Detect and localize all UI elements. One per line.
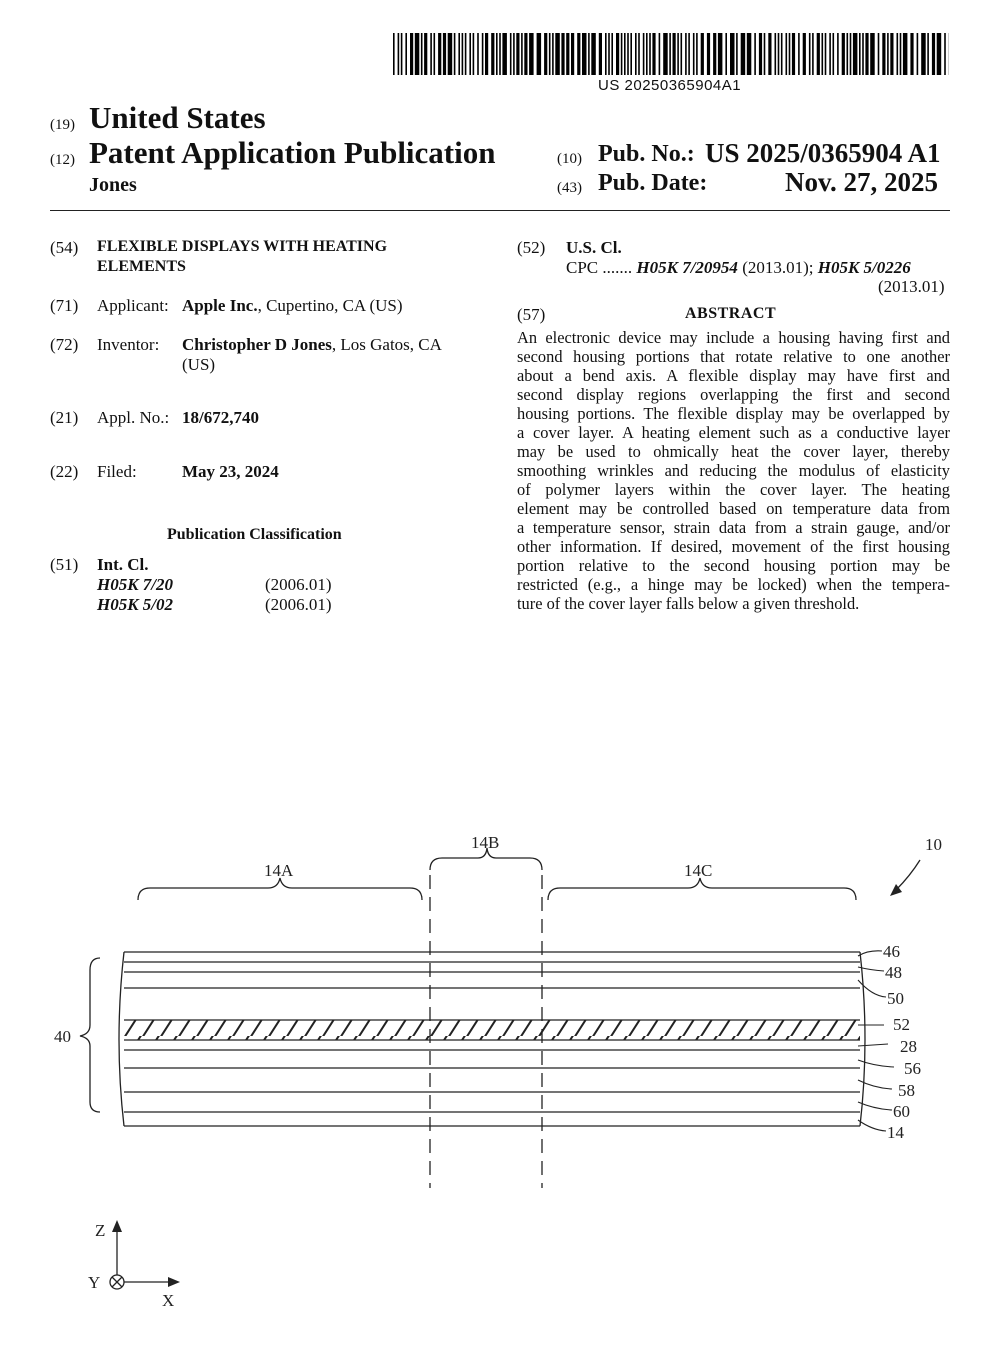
barcode-bar <box>677 33 679 75</box>
abstract-line: second housing portions that rotate relative to one another <box>517 347 950 366</box>
title-line-2: ELEMENTS <box>97 258 186 275</box>
barcode-bar <box>537 33 542 75</box>
barcode-bar <box>842 33 845 75</box>
inventor-label: Inventor: <box>97 335 160 354</box>
inventor-location: , Los Gatos, CA <box>331 335 442 354</box>
barcode-bar <box>621 33 623 75</box>
abstract-heading: ABSTRACT <box>685 305 777 322</box>
barcode-bar <box>496 33 498 75</box>
stack-left-edge <box>119 952 124 1126</box>
abstract-line: of polymer layers within the cover layer. The heating <box>517 480 950 499</box>
barcode-bar <box>775 33 777 75</box>
intcl-label: Int. Cl. <box>97 555 149 574</box>
barcode-bar <box>465 33 467 75</box>
barcode-bar <box>582 33 587 75</box>
barcode-bar <box>944 33 946 75</box>
abstract-code: (57) <box>517 305 546 324</box>
cpc-year-2: (2013.01) <box>878 277 945 296</box>
barcode-bar <box>932 33 935 75</box>
barcode-bar <box>652 33 655 75</box>
barcode-bar <box>921 33 926 75</box>
label-14c: 14C <box>684 861 713 880</box>
label-layer-14: 14 <box>887 1123 904 1142</box>
barcode-bar <box>870 33 875 75</box>
barcode-bar <box>730 33 735 75</box>
axis-z-label: Z <box>95 1221 106 1240</box>
country: United States <box>89 100 266 135</box>
label-14b: 14B <box>471 833 500 852</box>
barcode-bar <box>862 33 864 75</box>
barcode-bar <box>725 33 727 75</box>
barcode-bar <box>685 33 687 75</box>
barcode-bar <box>524 33 527 75</box>
inventor-name: Christopher D Jones <box>182 335 332 354</box>
applicant <box>182 296 403 316</box>
barcode-bar <box>778 33 780 75</box>
barcode-bar <box>809 33 811 75</box>
pub-date: Nov. 27, 2025 <box>785 167 939 197</box>
cpc-label: CPC ....... <box>566 258 633 277</box>
cpc-line <box>566 258 911 278</box>
barcode-bar <box>438 33 441 75</box>
stack-right-edge <box>860 952 865 1126</box>
barcode-bar <box>401 33 403 75</box>
pub-no: US 2025/0365904 A1 <box>705 138 941 168</box>
barcode <box>393 33 949 75</box>
barcode-bar <box>887 33 889 75</box>
barcode-bar <box>927 33 929 75</box>
barcode-bar <box>812 33 814 75</box>
pub-class-heading: Publication Classification <box>167 526 342 543</box>
intcl-code: (51) <box>50 555 79 574</box>
inventor-short: Jones <box>89 174 137 196</box>
appl-no: 18/672,740 <box>182 408 259 427</box>
barcode-bar <box>566 33 569 75</box>
barcode-bar <box>663 33 668 75</box>
barcode-bar <box>688 33 690 75</box>
abstract-line: ture of the cover layer falls below a given threshold. <box>517 594 860 613</box>
barcode-bar <box>903 33 908 75</box>
label-layer-28: 28 <box>900 1037 917 1056</box>
barcode-bar <box>803 33 806 75</box>
code-12: (12) <box>50 152 75 168</box>
barcode-bar <box>544 33 547 75</box>
axis-y-label: Y <box>88 1273 101 1292</box>
barcode-bar <box>521 33 523 75</box>
barcode-bar <box>673 33 676 75</box>
label-layer-46: 46 <box>883 942 900 961</box>
barcode-bar <box>747 33 752 75</box>
barcode-bar <box>616 33 619 75</box>
barcode-bar <box>605 33 607 75</box>
barcode-bar <box>829 33 831 75</box>
abstract-line: a cover layer. A heating element such as a conductive layer <box>517 423 950 442</box>
abstract-line: restricted (e.g., a hinge may be locked) when the tempera- <box>517 575 950 594</box>
barcode-bar <box>754 33 756 75</box>
barcode-bar <box>469 33 471 75</box>
barcode-bar <box>591 33 596 75</box>
label-layer-50: 50 <box>887 989 904 1008</box>
barcode-bar <box>759 33 762 75</box>
barcode-bar <box>611 33 613 75</box>
filed-date: May 23, 2024 <box>182 462 279 481</box>
region-brackets <box>138 848 856 900</box>
barcode-bar <box>713 33 716 75</box>
barcode-bar <box>850 33 852 75</box>
appl-label: Appl. No.: <box>97 408 170 427</box>
uscl-label: U.S. Cl. <box>566 238 622 257</box>
barcode-bar <box>817 33 820 75</box>
stack-brace <box>80 958 100 1112</box>
barcode-bar <box>701 33 704 75</box>
abstract-line: other information. If desired, movement of the first housing <box>517 537 950 556</box>
hatched-layer <box>124 1020 860 1040</box>
figure-drawing <box>0 820 1000 1320</box>
barcode-bar <box>624 33 626 75</box>
barcode-bar <box>410 33 413 75</box>
barcode-bar <box>393 33 395 75</box>
barcode-bar <box>741 33 746 75</box>
barcode-bar <box>792 33 795 75</box>
barcode-bar <box>627 33 629 75</box>
barcode-bar <box>693 33 695 75</box>
barcode-bar <box>736 33 738 75</box>
barcode-bar <box>822 33 824 75</box>
barcode-bar <box>561 33 564 75</box>
barcode-bar <box>865 33 868 75</box>
barcode-bar <box>458 33 460 75</box>
barcode-bar <box>917 33 919 75</box>
barcode-bar <box>529 33 534 75</box>
label-layer-52: 52 <box>893 1015 910 1034</box>
title-code: (54) <box>50 238 79 257</box>
barcode-bar <box>659 33 661 75</box>
code-43: (43) <box>557 180 582 196</box>
intcl-code-1: H05K 7/20 <box>97 575 174 594</box>
barcode-bar <box>424 33 427 75</box>
abstract-line: smoothing wrinkles and reducing the modulus of elasticity <box>517 461 950 480</box>
barcode-bar <box>477 33 479 75</box>
barcode-bar <box>502 33 507 75</box>
barcode-bar <box>421 33 423 75</box>
abstract-line: portion relative to the second housing portion may be <box>517 556 950 575</box>
barcode-bar <box>599 33 602 75</box>
intcl-year-1: (2006.01) <box>265 575 332 594</box>
barcode-bar <box>516 33 519 75</box>
barcode-bar <box>571 33 574 75</box>
barcode-bar <box>910 33 913 75</box>
x-axis-arrowhead <box>168 1277 180 1287</box>
barcode-bar <box>630 33 632 75</box>
barcode-bar <box>669 33 671 75</box>
barcode-bar <box>681 33 683 75</box>
barcode-bar <box>649 33 651 75</box>
intcl-year-2: (2006.01) <box>265 595 332 614</box>
abstract-line: may be used to ohmically heat the cover layer, thereby <box>517 442 950 461</box>
barcode-bar <box>473 33 475 75</box>
barcode-bar <box>638 33 640 75</box>
inventor-country: (US) <box>182 355 216 374</box>
uscl-code: (52) <box>517 238 546 257</box>
barcode-bar <box>897 33 899 75</box>
barcode-bar <box>552 33 554 75</box>
barcode-bar <box>588 33 590 75</box>
barcode-bar <box>510 33 512 75</box>
barcode-bar <box>833 33 835 75</box>
barcode-bar <box>430 33 432 75</box>
barcode-bar <box>718 33 723 75</box>
intcl-code-2: H05K 5/02 <box>97 595 174 614</box>
label-layer-60: 60 <box>893 1102 910 1121</box>
code-19: (19) <box>50 117 75 133</box>
barcode-bar <box>549 33 551 75</box>
axis-x-label: X <box>162 1291 175 1310</box>
cpc-code-1: H05K 7/20954 <box>636 258 738 277</box>
code-10: (10) <box>557 151 582 167</box>
axis-legend <box>88 1220 180 1310</box>
barcode-bar <box>462 33 464 75</box>
barcode-bar <box>643 33 645 75</box>
abstract-line: about a bend axis. A flexible display may have first and <box>517 366 950 385</box>
barcode-bar <box>900 33 902 75</box>
barcode-bar <box>415 33 420 75</box>
label-stack: 40 <box>54 1027 71 1046</box>
barcode-bar <box>859 33 861 75</box>
abstract-line: second display regions overlapping the first and second <box>517 385 950 404</box>
barcode-bar <box>789 33 791 75</box>
device-arrow <box>896 860 920 890</box>
label-layer-48: 48 <box>885 963 902 982</box>
barcode-bar <box>847 33 849 75</box>
label-14a: 14A <box>264 861 294 880</box>
barcode-bar <box>837 33 839 75</box>
abstract-line: a temperature sensor, strain data from a strain gauge, and/or <box>517 518 950 537</box>
header-divider <box>50 210 950 211</box>
barcode-bar <box>786 33 788 75</box>
barcode-bar <box>405 33 407 75</box>
filed-label: Filed: <box>97 462 137 481</box>
barcode-bar <box>781 33 783 75</box>
barcode-bar <box>555 33 560 75</box>
barcode-bar <box>482 33 484 75</box>
inventor-code: (72) <box>50 335 79 354</box>
barcode-bar <box>608 33 610 75</box>
barcode-bar <box>937 33 942 75</box>
cpc-code-2: H05K 5/0226 <box>817 258 911 277</box>
label-device: 10 <box>925 835 942 854</box>
applicant-name: Apple Inc. <box>182 296 258 315</box>
barcode-bar <box>878 33 880 75</box>
barcode-bar <box>707 33 710 75</box>
barcode-bar <box>434 33 436 75</box>
barcode-bar <box>853 33 858 75</box>
barcode-bar <box>764 33 766 75</box>
appl-code: (21) <box>50 408 79 427</box>
barcode-bar <box>798 33 800 75</box>
label-layer-58: 58 <box>898 1081 915 1100</box>
applicant-code: (71) <box>50 296 79 315</box>
barcode-bar <box>513 33 515 75</box>
applicant-label: Applicant: <box>97 296 169 315</box>
barcode-bar <box>443 33 446 75</box>
filed-code: (22) <box>50 462 79 481</box>
inventor <box>182 335 442 355</box>
z-axis-arrowhead <box>112 1220 122 1232</box>
barcode-bar <box>882 33 885 75</box>
cpc-year-1: (2013.01); <box>742 258 814 277</box>
barcode-bar <box>499 33 501 75</box>
doc-type: Patent Application Publication <box>89 135 496 170</box>
barcode-bar <box>398 33 400 75</box>
abstract-line: An electronic device may include a housing having first and <box>517 328 950 347</box>
label-layer-56: 56 <box>904 1059 921 1078</box>
barcode-bar <box>577 33 580 75</box>
barcode-bar <box>696 33 698 75</box>
barcode-bar <box>448 33 453 75</box>
barcode-bar <box>635 33 637 75</box>
barcode-bar <box>491 33 494 75</box>
barcode-bar <box>454 33 456 75</box>
barcode-number: US 20250365904A1 <box>598 77 742 94</box>
barcode-bar <box>825 33 827 75</box>
abstract-line: element may be controlled based on temperature data from <box>517 499 950 518</box>
title-line-1: FLEXIBLE DISPLAYS WITH HEATING <box>97 238 388 255</box>
abstract-line: housing portions. The flexible display may be overlapped by <box>517 404 950 423</box>
pub-no-label: Pub. No.: <box>598 141 695 167</box>
barcode-bar <box>485 33 488 75</box>
barcode-bar <box>646 33 648 75</box>
applicant-location: , Cupertino, CA (US) <box>257 296 403 315</box>
layer-stack <box>119 952 865 1126</box>
barcode-bar <box>768 33 771 75</box>
pub-date-label: Pub. Date: <box>598 170 708 196</box>
barcode-bar <box>890 33 893 75</box>
